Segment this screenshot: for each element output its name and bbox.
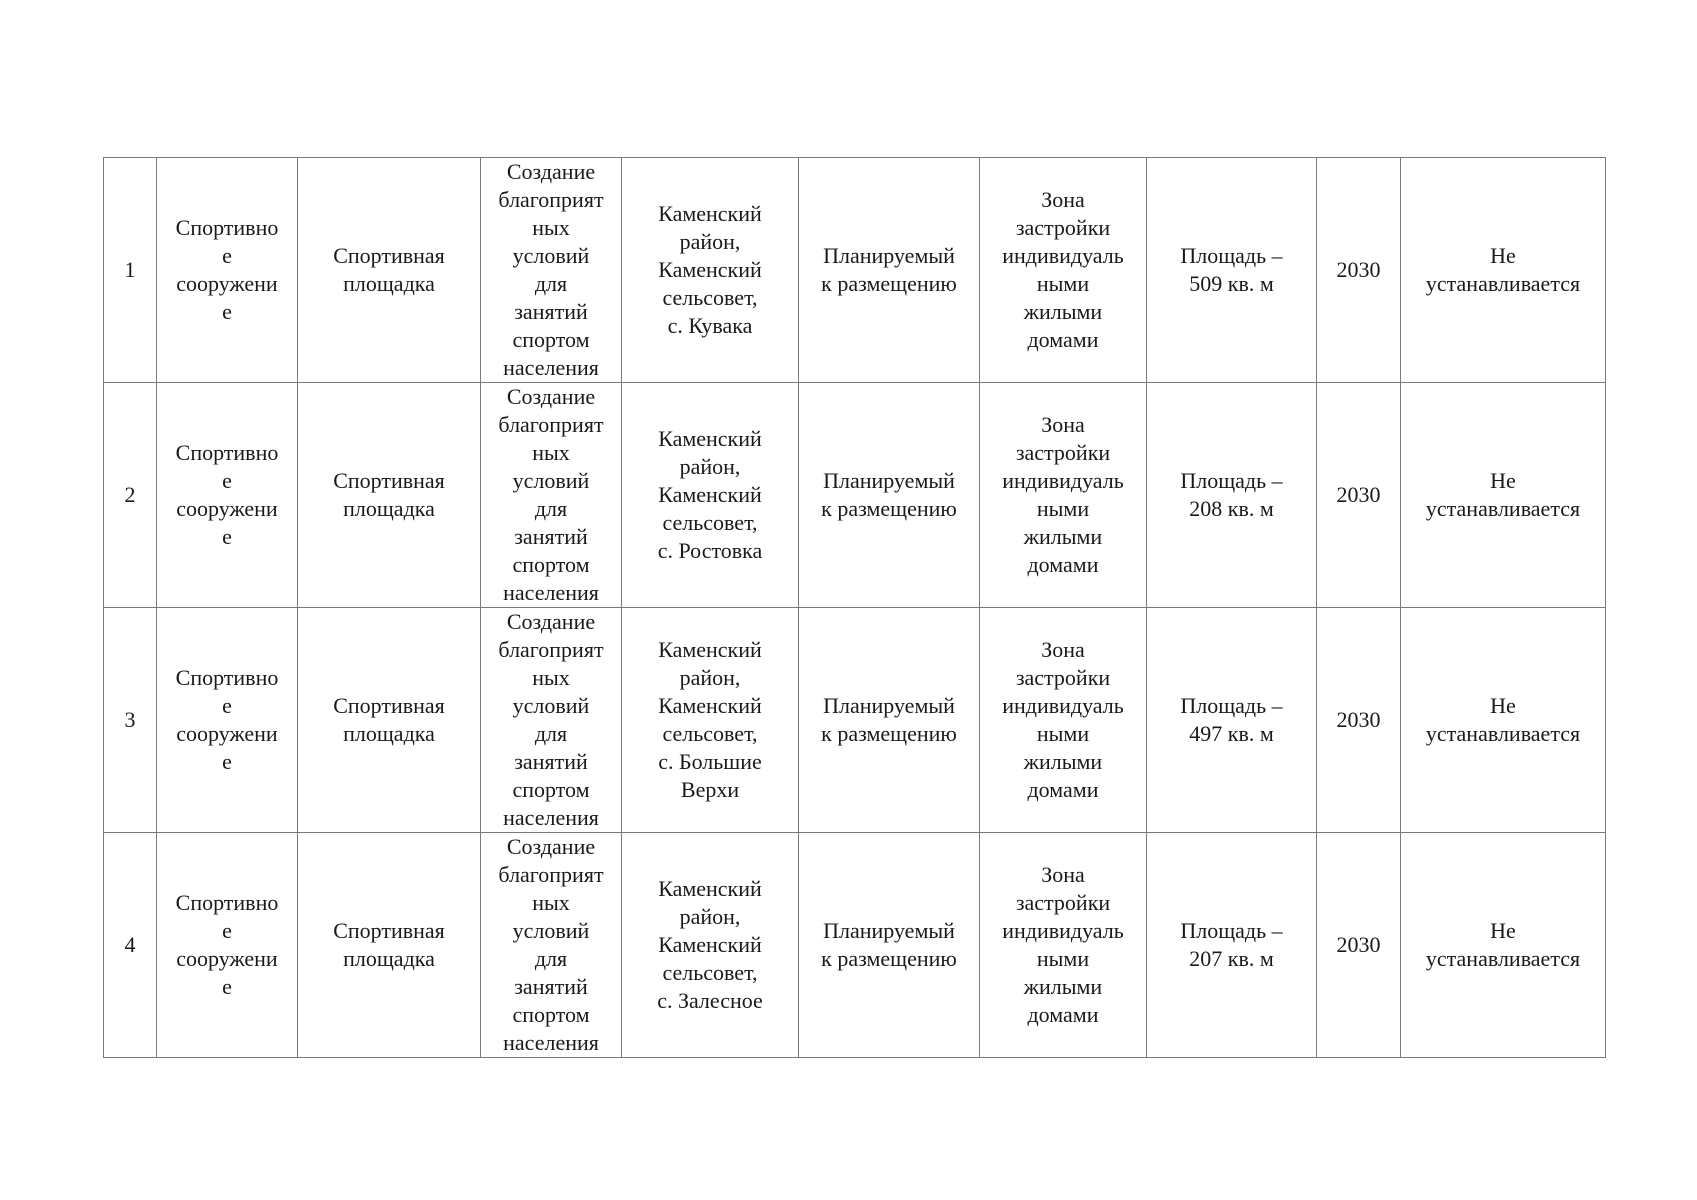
completion-year: 2030 bbox=[1317, 158, 1401, 383]
object-purpose: Создание благоприят ных условий для занятий спортом населения bbox=[481, 383, 622, 608]
object-status: Планируемый к размещению bbox=[799, 158, 980, 383]
object-location: Каменский район, Каменский сельсовет, с. Кувака bbox=[622, 158, 799, 383]
completion-year: 2030 bbox=[1317, 608, 1401, 833]
object-status: Планируемый к размещению bbox=[799, 833, 980, 1058]
object-area: Площадь – 509 кв. м bbox=[1147, 158, 1317, 383]
object-type: Спортивно е сооружени е bbox=[157, 608, 298, 833]
zone-restriction: Не устанавливается bbox=[1401, 383, 1606, 608]
row-number: 2 bbox=[104, 383, 157, 608]
object-name: Спортивная площадка bbox=[298, 608, 481, 833]
row-number: 4 bbox=[104, 833, 157, 1058]
object-status: Планируемый к размещению bbox=[799, 383, 980, 608]
object-name: Спортивная площадка bbox=[298, 158, 481, 383]
object-area: Площадь – 208 кв. м bbox=[1147, 383, 1317, 608]
table-row bbox=[104, 158, 1606, 383]
object-location: Каменский район, Каменский сельсовет, с. Ростовка bbox=[622, 383, 799, 608]
object-type: Спортивно е сооружени е bbox=[157, 833, 298, 1058]
functional-zone: Зона застройки индивидуаль ными жилыми домами bbox=[980, 383, 1147, 608]
zone-restriction: Не устанавливается bbox=[1401, 158, 1606, 383]
zone-restriction: Не устанавливается bbox=[1401, 608, 1606, 833]
table-row bbox=[104, 608, 1606, 833]
completion-year: 2030 bbox=[1317, 383, 1401, 608]
table-row bbox=[104, 833, 1606, 1058]
row-number: 1 bbox=[104, 158, 157, 383]
object-location: Каменский район, Каменский сельсовет, с. Залесное bbox=[622, 833, 799, 1058]
objects-table bbox=[103, 157, 1606, 1058]
object-area: Площадь – 207 кв. м bbox=[1147, 833, 1317, 1058]
functional-zone: Зона застройки индивидуаль ными жилыми домами bbox=[980, 833, 1147, 1058]
functional-zone: Зона застройки индивидуаль ными жилыми домами bbox=[980, 608, 1147, 833]
table-row bbox=[104, 383, 1606, 608]
object-type: Спортивно е сооружени е bbox=[157, 383, 298, 608]
object-status: Планируемый к размещению bbox=[799, 608, 980, 833]
functional-zone: Зона застройки индивидуаль ными жилыми домами bbox=[980, 158, 1147, 383]
object-purpose: Создание благоприят ных условий для занятий спортом населения bbox=[481, 158, 622, 383]
completion-year: 2030 bbox=[1317, 833, 1401, 1058]
zone-restriction: Не устанавливается bbox=[1401, 833, 1606, 1058]
object-type: Спортивно е сооружени е bbox=[157, 158, 298, 383]
object-purpose: Создание благоприят ных условий для занятий спортом населения bbox=[481, 608, 622, 833]
object-name: Спортивная площадка bbox=[298, 833, 481, 1058]
object-location: Каменский район, Каменский сельсовет, с. Большие Верхи bbox=[622, 608, 799, 833]
object-purpose: Создание благоприят ных условий для занятий спортом населения bbox=[481, 833, 622, 1058]
object-area: Площадь – 497 кв. м bbox=[1147, 608, 1317, 833]
object-name: Спортивная площадка bbox=[298, 383, 481, 608]
row-number: 3 bbox=[104, 608, 157, 833]
